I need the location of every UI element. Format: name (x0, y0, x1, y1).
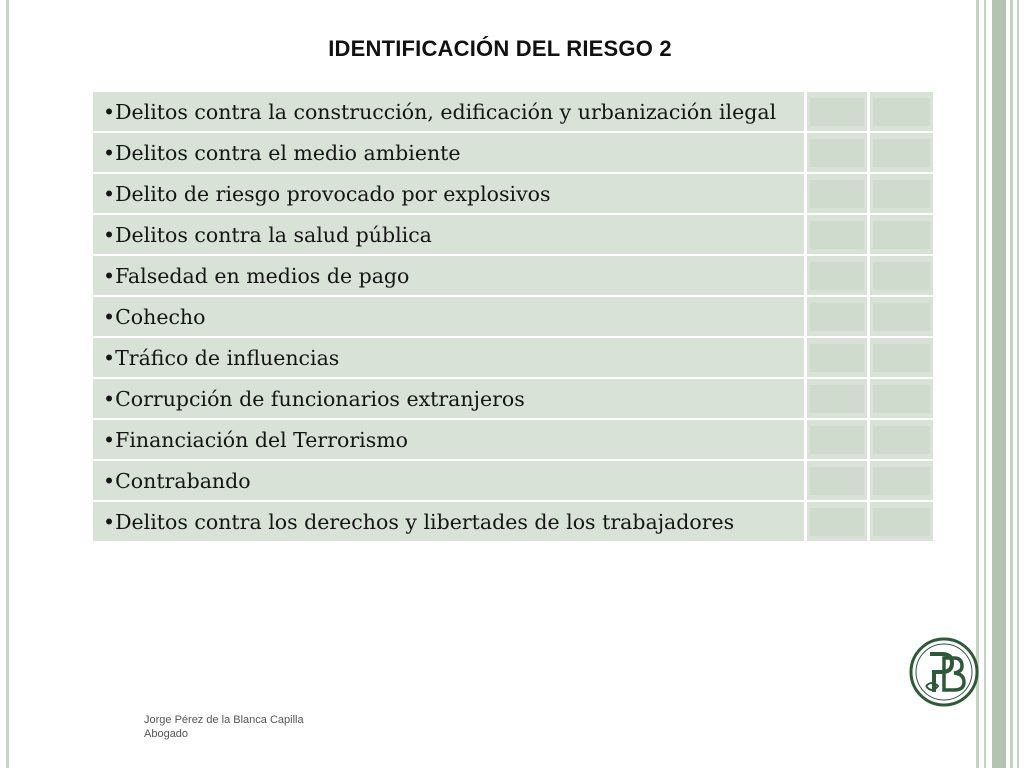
risk-mark-cell-1[interactable] (807, 174, 870, 215)
mark-cell-fill (873, 180, 930, 208)
mark-cell-fill (810, 508, 864, 536)
risk-mark-cell-1[interactable] (807, 461, 870, 502)
mark-cell-fill (810, 426, 864, 454)
mark-cell-fill (873, 385, 930, 413)
risk-mark-cell-2[interactable] (870, 338, 933, 379)
risk-row (93, 461, 933, 502)
risk-label: •Contrabando (93, 461, 807, 502)
monogram-pb-logo (908, 636, 980, 708)
risk-mark-cell-2[interactable] (870, 461, 933, 502)
mark-cell-fill (810, 303, 864, 331)
risk-mark-cell-2[interactable] (870, 297, 933, 338)
risk-label: •Delitos contra los derechos y libertades de los trabajadores (93, 502, 807, 543)
mark-cell-fill (810, 344, 864, 372)
risk-label: •Tráfico de influencias (93, 338, 807, 379)
risk-mark-cell-1[interactable] (807, 92, 870, 133)
risk-label: •Delitos contra el medio ambiente (93, 133, 807, 174)
slide-title: IDENTIFICACIÓN DEL RIESGO 2 (328, 36, 672, 61)
risk-row (93, 379, 933, 420)
risk-mark-cell-1[interactable] (807, 338, 870, 379)
risk-mark-cell-1[interactable] (807, 379, 870, 420)
risk-mark-cell-2[interactable] (870, 502, 933, 543)
risk-row (93, 133, 933, 174)
mark-cell-fill (810, 139, 864, 167)
mark-cell-fill (873, 139, 930, 167)
risk-label: •Financiación del Terrorismo (93, 420, 807, 461)
risk-label: •Delitos contra la salud pública (93, 215, 807, 256)
risk-mark-cell-1[interactable] (807, 502, 870, 543)
mark-cell-fill (873, 508, 930, 536)
mark-cell-fill (810, 262, 864, 290)
risk-label: •Cohecho (93, 297, 807, 338)
left-frame-line (6, 0, 9, 768)
risk-label: •Delito de riesgo provocado por explosivos (93, 174, 807, 215)
mark-cell-fill (810, 98, 864, 126)
mark-cell-fill (873, 221, 930, 249)
risk-row (93, 338, 933, 379)
risk-mark-cell-2[interactable] (870, 379, 933, 420)
mark-cell-fill (810, 221, 864, 249)
mark-cell-fill (873, 98, 930, 126)
risk-row (93, 174, 933, 215)
risk-mark-cell-2[interactable] (870, 92, 933, 133)
mark-cell-fill (810, 385, 864, 413)
risk-row (93, 256, 933, 297)
risk-row (93, 502, 933, 543)
risk-row (93, 297, 933, 338)
risk-row (93, 215, 933, 256)
mark-cell-fill (873, 426, 930, 454)
risk-table (93, 92, 933, 543)
risk-mark-cell-1[interactable] (807, 256, 870, 297)
risk-row (93, 420, 933, 461)
risk-mark-cell-1[interactable] (807, 420, 870, 461)
mark-cell-fill (873, 303, 930, 331)
risk-label: •Delitos contra la construcción, edificación y urbanización ilegal (93, 92, 807, 133)
risk-mark-cell-2[interactable] (870, 174, 933, 215)
footer-author (144, 713, 304, 741)
risk-mark-cell-2[interactable] (870, 133, 933, 174)
risk-mark-cell-2[interactable] (870, 215, 933, 256)
mark-cell-fill (810, 180, 864, 208)
right-frame-decoration (976, 0, 1024, 768)
mark-cell-fill (810, 467, 864, 495)
risk-mark-cell-1[interactable] (807, 297, 870, 338)
risk-row (93, 92, 933, 133)
mark-cell-fill (873, 262, 930, 290)
risk-mark-cell-1[interactable] (807, 215, 870, 256)
author-role: Abogado (144, 728, 189, 740)
mark-cell-fill (873, 467, 930, 495)
risk-mark-cell-2[interactable] (870, 420, 933, 461)
risk-mark-cell-2[interactable] (870, 256, 933, 297)
mark-cell-fill (873, 344, 930, 372)
risk-label: •Corrupción de funcionarios extranjeros (93, 379, 807, 420)
risk-label: •Falsedad en medios de pago (93, 256, 807, 297)
author-name: Jorge Pérez de la Blanca Capilla (144, 714, 304, 726)
risk-mark-cell-1[interactable] (807, 133, 870, 174)
